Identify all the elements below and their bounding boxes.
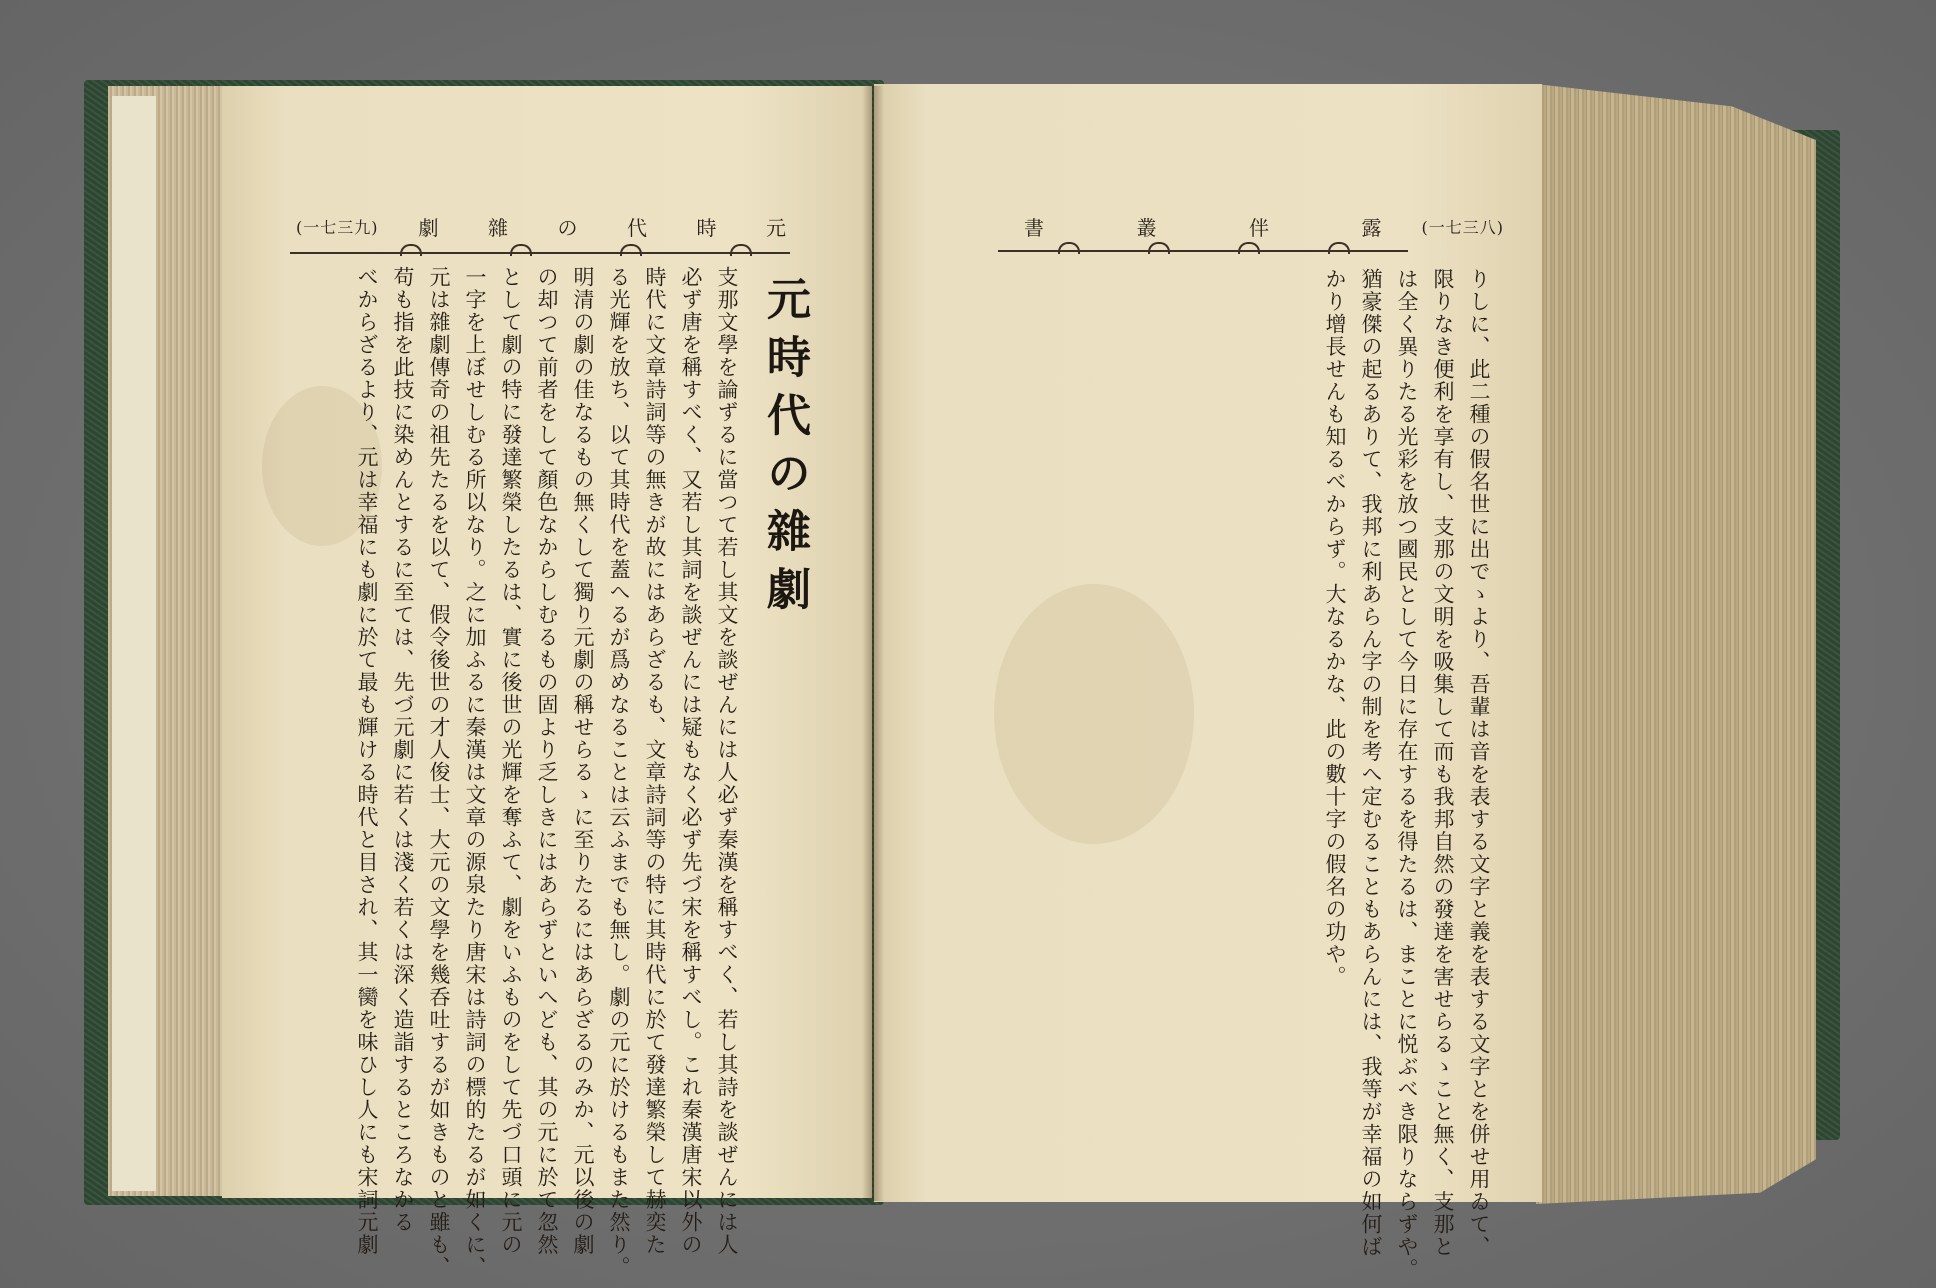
right-page: [874, 84, 1542, 1281]
left-page-number: (一七三九): [296, 218, 379, 237]
header-ornament: [1148, 242, 1170, 254]
paper-stain: [994, 584, 1194, 844]
text-column: かり增長せんも知るべからず。大なるかな、此の數十字の假名の功や。: [1323, 268, 1347, 988]
text-column: 苟も指を此技に染めんとするに至ては、先づ元劇に若くは淺く若くは深く造詣するところなかる: [391, 266, 415, 1234]
running-title-char: 伴: [1249, 216, 1269, 240]
running-title-char: 雜: [488, 216, 508, 240]
running-title-char: 代: [627, 216, 647, 240]
header-ornament: [730, 244, 752, 256]
header-ornament: [620, 244, 642, 256]
text-column: は全く異りたる光彩を放つ國民として今日に存在するを得たるは、まことに悦ぶべき限りならずや。: [1395, 268, 1419, 1281]
text-column: る光輝を放ち、以て其時代を蓋へるが爲めなることは云ふまでも無し。劇の元に於けるもまた然り。: [607, 266, 631, 1279]
running-title-char: 劇: [418, 216, 439, 240]
running-title-char: 書: [1024, 216, 1044, 240]
left-running-title: [419, 212, 787, 241]
running-title-char: 叢: [1136, 216, 1157, 240]
chapter-title: 元時代の雜劇: [759, 276, 810, 624]
running-title-char: の: [557, 216, 578, 240]
right-page-number: (一七三八): [1421, 218, 1504, 237]
text-column: 一字を上ぼせしむる所以なり。之に加ふるに秦漢は文章の源泉たり唐宋は詩詞の標的たるが如くに、: [463, 266, 487, 1279]
header-ornament: [1328, 242, 1350, 254]
text-column: べからざるより、元は幸福にも劇に於て最も輝ける時代と目され、其一臠を味ひし人にも宋詞元劇: [355, 266, 379, 1256]
running-title-char: 元: [766, 216, 786, 240]
text-column: 猶豪傑の起るありて、我邦に利あらん字の制を考へ定むることもあらんには、我等が幸福の如何ば: [1359, 268, 1383, 1258]
text-column: 必ず唐を稱すべく、又若し其詞を談ぜんには疑もなく必ず先づ宋を稱すべし。これ秦漢唐宋以外の: [679, 266, 703, 1256]
text-column: 時代に文章詩詞等の無きが故にはあらざるも、文章詩詞等の特に其時代に於て發達繁榮して赫奕た: [643, 266, 667, 1256]
running-title-char: 露: [1361, 216, 1382, 240]
header-ornament: [400, 244, 422, 256]
page-edge-left-light: [112, 96, 156, 1191]
left-header-rule: [290, 244, 790, 254]
text-column: 明清の劇の佳なるもの無くして獨り元劇の稱せらるゝに至りたるにはあらざるのみか、元以後の劇: [571, 266, 595, 1256]
book-gutter: [862, 86, 884, 1201]
text-column: 元は雜劇傳奇の祖先たるを以て、假令後世の才人俊士、大元の文學を幾呑吐するが如きものと雖も、: [427, 266, 451, 1279]
running-title-char: 時: [696, 216, 717, 240]
left-page: [222, 86, 872, 1279]
header-ornament: [1238, 242, 1260, 254]
text-column: として劇の特に發達繁榮したるは、實に後世の光輝を奪ふて、劇をいふものをして先づ口頭に元の: [499, 266, 523, 1256]
text-column: 限りなき便利を享有し、支那の文明を吸集して而も我邦自然の發達を害せらるゝこと無く、支那と: [1431, 268, 1455, 1258]
left-running-header: [296, 212, 786, 241]
right-running-title: [1024, 212, 1382, 241]
header-ornament: [510, 244, 532, 256]
right-running-header: [1024, 212, 1504, 241]
page-edge-right: [1536, 84, 1816, 1204]
header-ornament: [1058, 242, 1080, 254]
text-column: 支那文學を論ずるに當つて若し其文を談ぜんには人必ず秦漢を稱すべく、若し其詩を談ぜんには人: [715, 266, 739, 1256]
text-column: の却つて前者をして顏色なからしむるもの固より乏しきにはあらずといへども、其の元に於て忽然: [535, 266, 559, 1256]
right-header-rule: [998, 242, 1408, 252]
text-column: りしに、此二種の假名世に出でゝより、吾輩は音を表する文字と義を表する文字とを併せ用ゐて、: [1467, 268, 1491, 1258]
